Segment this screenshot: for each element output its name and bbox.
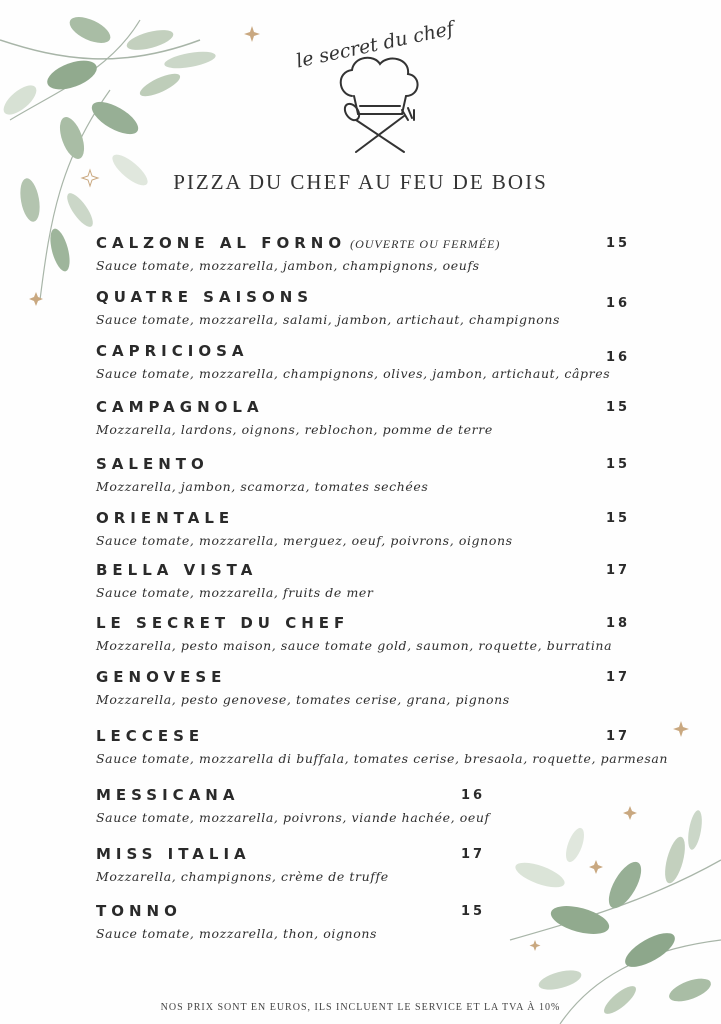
menu-item-name — [96, 668, 656, 686]
menu-item — [96, 342, 656, 381]
menu-item-title: CAMPAGNOLA — [96, 398, 264, 416]
menu-item-title: LECCESE — [96, 727, 205, 745]
menu-item-title: ORIENTALE — [96, 509, 235, 527]
menu-item-description: Sauce tomate, mozzarella, jambon, champignons, oeufs — [96, 258, 480, 273]
menu-title: PIZZA DU CHEF AU FEU DE BOIS — [173, 170, 548, 194]
menu-item-description: Sauce tomate, mozzarella, poivrons, viande hachée, oeuf — [96, 810, 490, 825]
menu-item-description: Mozzarella, lardons, oignons, reblochon, pomme de terre — [96, 422, 493, 437]
menu-item-title: SALENTO — [96, 455, 209, 473]
menu-item-description: Mozzarella, pesto maison, sauce tomate gold, saumon, roquette, burratina — [96, 638, 613, 653]
menu-item-title: TONNO — [96, 902, 182, 920]
menu-item-description: Sauce tomate, mozzarella, merguez, oeuf, poivrons, oignons — [96, 533, 513, 548]
menu-item-name — [96, 845, 656, 863]
menu-item-description: Sauce tomate, mozzarella, fruits de mer — [96, 585, 374, 600]
menu-item-title: CALZONE AL FORNO — [96, 234, 347, 252]
menu-item-price: 15 — [606, 236, 631, 251]
menu-item — [96, 786, 656, 825]
menu-item — [96, 668, 656, 707]
menu-item-price: 16 — [461, 788, 486, 803]
menu-item — [96, 288, 656, 327]
menu-item-name — [96, 455, 656, 473]
menu-item-name — [96, 561, 656, 579]
menu-item-description: Sauce tomate, mozzarella, champignons, olives, jambon, artichaut, câpres — [96, 366, 611, 381]
menu-item-name — [96, 342, 656, 360]
menu-item-name — [96, 509, 656, 527]
menu-item-price: 16 — [606, 350, 631, 365]
menu-item-title: GENOVESE — [96, 668, 227, 686]
menu-item-description: Mozzarella, pesto genovese, tomates cerise, grana, pignons — [96, 692, 510, 707]
chef-hat-utensils-icon — [330, 50, 430, 155]
menu-item-description: Sauce tomate, mozzarella, thon, oignons — [96, 926, 377, 941]
menu-item-name — [96, 614, 656, 632]
star-decoration — [672, 720, 690, 738]
menu-item-price: 17 — [606, 563, 631, 578]
menu-item — [96, 902, 656, 941]
logo-text: le secret du chef — [294, 17, 456, 73]
menu-item-title: BELLA VISTA — [96, 561, 258, 579]
menu-item-price: 15 — [606, 400, 631, 415]
menu-item-price: 15 — [606, 457, 631, 472]
menu-item-description: Mozzarella, champignons, crème de truffe — [96, 869, 389, 884]
menu-item-price: 15 — [461, 904, 486, 919]
menu-item-title: QUATRE SAISONS — [96, 288, 314, 306]
menu-item-name — [96, 786, 656, 804]
menu-item-price: 17 — [461, 847, 486, 862]
menu-item-title: CAPRICIOSA — [96, 342, 249, 360]
menu-item-price: 15 — [606, 511, 631, 526]
menu-item-description: Sauce tomate, mozzarella, salami, jambon, artichaut, champignons — [96, 312, 561, 327]
menu-item — [96, 509, 656, 548]
menu-item-note: (OUVERTE OU FERMÉE) — [350, 237, 501, 251]
menu-item-title: MESSICANA — [96, 786, 240, 804]
logo — [290, 12, 460, 152]
menu-item-title: MISS ITALIA — [96, 845, 251, 863]
menu-item-description: Mozzarella, jambon, scamorza, tomates sechées — [96, 479, 429, 494]
menu-item — [96, 561, 656, 600]
menu-item-name — [96, 288, 656, 306]
menu-item-name — [96, 727, 656, 745]
menu-item-name — [96, 398, 656, 416]
menu-item-price: 17 — [606, 670, 631, 685]
menu-item-name — [96, 234, 656, 252]
menu-item-description: Sauce tomate, mozzarella di buffala, tomates cerise, bresaola, roquette, parmesan — [96, 751, 669, 766]
menu-item — [96, 845, 656, 884]
footer-note: NOS PRIX SONT EN EUROS, ILS INCLUENT LE SERVICE ET LA TVA À 10% — [160, 1002, 561, 1013]
menu-item — [96, 727, 669, 766]
menu-item-price: 16 — [606, 296, 631, 311]
menu-item — [96, 455, 656, 494]
menu-item-price: 17 — [606, 729, 631, 744]
menu-item — [96, 398, 656, 437]
menu-item-title: LE SECRET DU CHEF — [96, 614, 350, 632]
menu-item — [96, 234, 656, 273]
menu-item-price: 18 — [606, 616, 631, 631]
menu-item — [96, 614, 656, 653]
menu-item-name — [96, 902, 656, 920]
